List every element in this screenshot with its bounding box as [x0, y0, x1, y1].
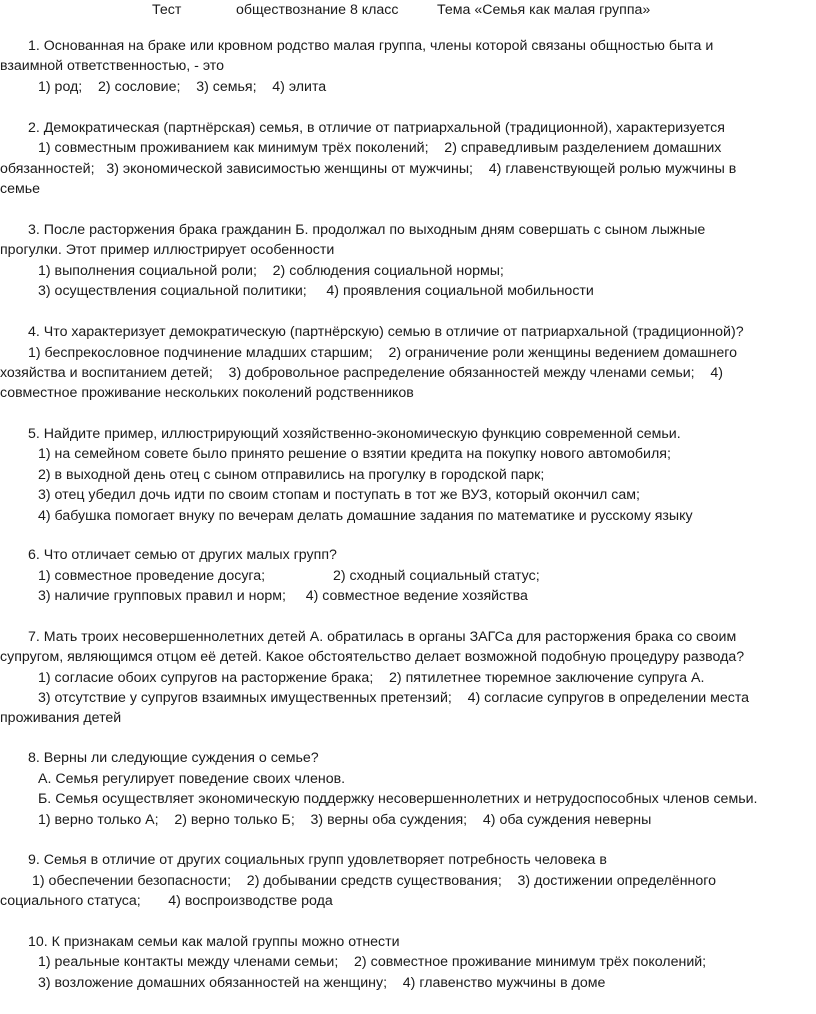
- statement-a: А. Семья регулирует поведение своих членов.: [38, 771, 346, 787]
- answer-option: 3) отец убедил дочь идти по своим стопам и поступать в тот же ВУЗ, который окончил сам;: [38, 487, 640, 503]
- answer-option: 1) на семейном совете было принято решение о взятии кредита на покупку нового автомобиля;: [38, 446, 671, 462]
- question-text: супругом, являющимся отцом её детей. Какое обстоятельство делает возможной подобную процедуру развода?: [0, 649, 745, 665]
- answer-options: 1) род; 2) сословие; 3) семья; 4) элита: [38, 79, 327, 95]
- topic-label: Тема «Семья как малая группа»: [437, 2, 651, 18]
- answer-option: 4) бабушка помогает внуку по вечерам делать домашние задания по математике и русскому языку: [38, 508, 693, 524]
- question-text: 8. Верны ли следующие суждения о семье?: [28, 750, 319, 766]
- answer-options: социального статуса; 4) воспроизводстве рода: [0, 893, 333, 909]
- answer-option: 2) сходный социальный статус;: [333, 568, 540, 584]
- question-text: 4. Что характеризует демократическую (партнёрскую) семью в отличие от патриархальной (традиционной)?: [28, 324, 744, 340]
- answer-options: совместное проживание нескольких поколений родственников: [0, 385, 414, 401]
- statement-b: Б. Семья осуществляет экономическую поддержку несовершеннолетних и нетрудоспособных членов семьи.: [38, 791, 758, 807]
- answer-options: 1) обеспечении безопасности; 2) добывании средств существования; 3) достижении определённого: [32, 873, 717, 889]
- question-text: 10. К признакам семьи как малой группы можно отнести: [28, 934, 400, 950]
- answer-options: 3) наличие групповых правил и норм; 4) совместное ведение хозяйства: [38, 588, 528, 604]
- question-text: 7. Мать троих несовершеннолетних детей А. обратилась в органы ЗАГСа для расторжения брака со своим: [28, 629, 737, 645]
- answer-options: 1) совместным проживанием как минимум трёх поколений; 2) справедливым разделением домашних: [38, 140, 722, 156]
- answer-options: обязанностей; 3) экономической зависимостью женщины от мужчины; 4) главенствующей ролью мужчины в: [0, 161, 737, 177]
- answer-option: 1) совместное проведение досуга;: [38, 568, 266, 584]
- question-text: 2. Демократическая (партнёрская) семья, в отличие от патриархальной (традиционной), характеризуется: [28, 120, 725, 136]
- answer-options: 3) возложение домашних обязанностей на женщину; 4) главенство мужчины в доме: [38, 975, 606, 991]
- answer-option: 2) в выходной день отец с сыном отправились на прогулку в городской парк;: [38, 467, 545, 483]
- question-text: прогулки. Этот пример иллюстрирует особенности: [0, 242, 335, 258]
- question-text: 6. Что отличает семью от других малых групп?: [28, 547, 337, 563]
- question-text: 1. Основанная на браке или кровном родство малая группа, члены которой связаны общностью быта и: [28, 38, 714, 54]
- answer-options: хозяйства и воспитанием детей; 3) добровольное распределение обязанностей между членами семьи; 4): [0, 365, 723, 381]
- answer-options: 1) согласие обоих супругов на расторжение брака; 2) пятилетнее тюремное заключение супруга А.: [38, 670, 705, 686]
- question-text: 3. После расторжения брака гражданин Б. продолжал по выходным дням совершать с сыном лыжные: [28, 222, 706, 238]
- answer-options: 1) выполнения социальной роли; 2) соблюдения социальной нормы;: [38, 263, 504, 279]
- subject-label: обществознание 8 класс: [236, 2, 399, 18]
- answer-options: семье: [0, 181, 41, 197]
- test-label: Тест: [152, 2, 182, 18]
- answer-options: 3) отсутствие у супругов взаимных имущественных претензий; 4) согласие супругов в определении места: [38, 690, 750, 706]
- answer-options: 1) реальные контакты между членами семьи; 2) совместное проживание минимум трёх поколений;: [38, 954, 707, 970]
- answer-options: проживания детей: [0, 710, 122, 726]
- question-text: 5. Найдите пример, иллюстрирующий хозяйственно-экономическую функцию современной семьи.: [28, 426, 681, 442]
- answer-options: 3) осуществления социальной политики; 4) проявления социальной мобильности: [38, 283, 594, 299]
- answer-options: 1) верно только А; 2) верно только Б; 3) верны оба суждения; 4) оба суждения неверны: [38, 812, 652, 828]
- question-text: взаимной ответственностью, - это: [0, 58, 225, 74]
- answer-options: 1) беспрекословное подчинение младших старшим; 2) ограничение роли женщины ведением домашнего: [28, 345, 738, 361]
- question-text: 9. Семья в отличие от других социальных групп удовлетворяет потребность человека в: [28, 852, 607, 868]
